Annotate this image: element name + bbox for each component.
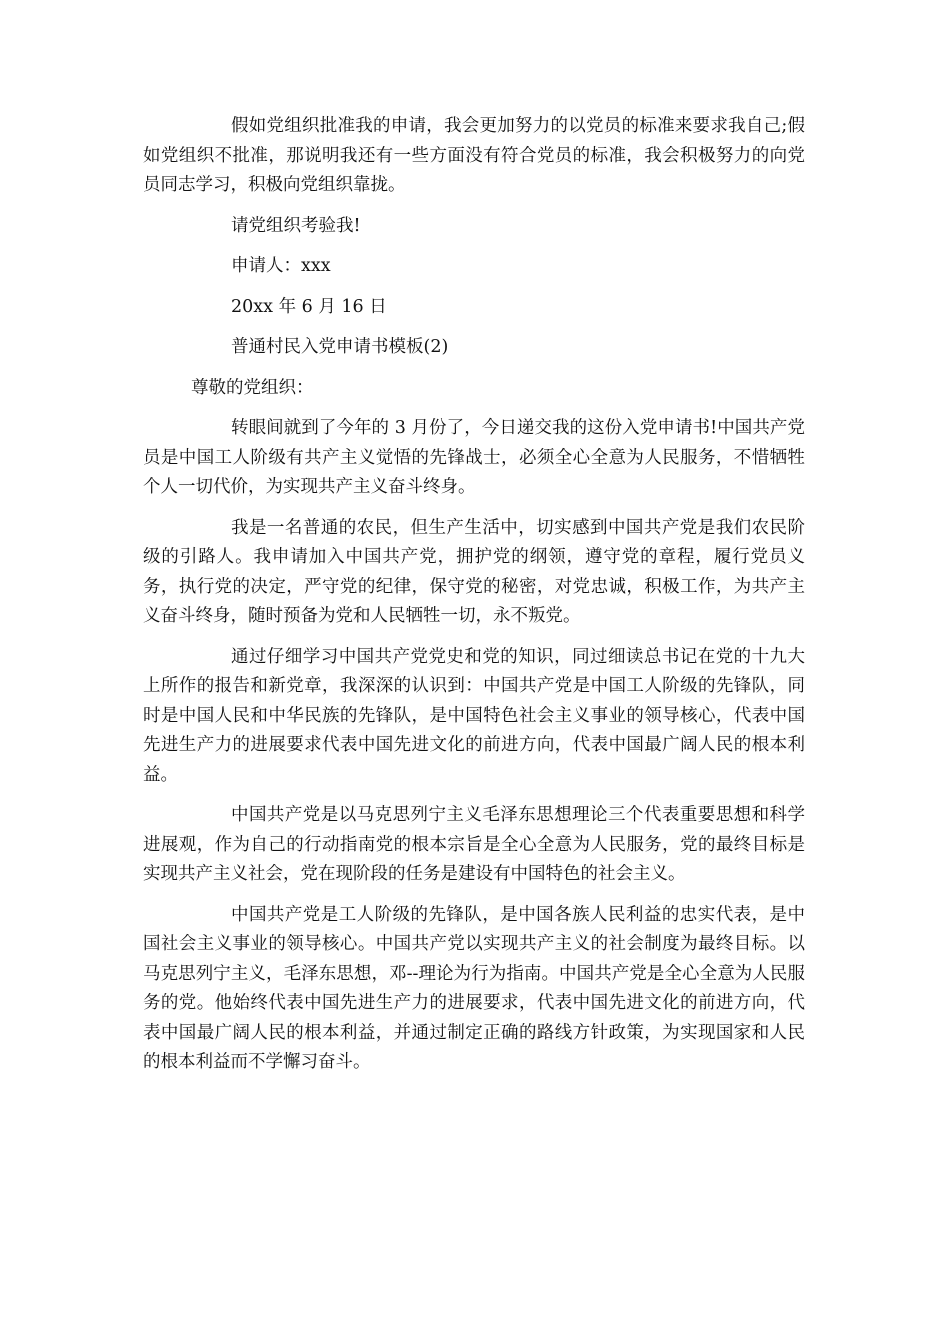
document-body [143, 112, 805, 1089]
paragraph-study: 通过仔细学习中国共产党党史和党的知识，同过细读总书记在党的十九大上所作的报告和新党章，我深深的认识到：中国共产党是中国工人阶级的先锋队，同时是中国人民和中华民族的先锋队，是中国特色社会主义事业的领导核心，代表中国先进生产力的进展要求代表中国先进文化的前进方向，代表中国最广阔人民的根本利益。 [143, 646, 805, 785]
paragraph-intro: 转眼间就到了今年的 3 月份了，今日递交我的这份入党申请书!中国共产党员是中国工人阶级有共产主义觉悟的先锋战士，必须全心全意为人民服务，不惜牺牲个人一切代价，为实现共产主义奋斗终身。 [143, 418, 805, 497]
date-line: 20xx 年 6 月 16 日 [231, 296, 387, 317]
paragraph-vanguard: 中国共产党是工人阶级的先锋队，是中国各族人民利益的忠实代表，是中国社会主义事业的领导核心。中国共产党以实现共产主义的社会制度为最终目标。以马克思列宁主义，毛泽东思想，邓--理论为行为指南。中国共产党是全心全意为人民服务的党。他始终代表中国先进生产力的进展要求，代表中国先进文化的前进方向，代表中国最广阔人民的根本利益，并通过制定正确的路线方针政策，为实现国家和人民的根本利益而不学懈习奋斗。 [143, 904, 805, 1072]
applicant-line [143, 252, 805, 282]
applicant-label: 申请人： [231, 256, 301, 276]
closing-line: 请党组织考验我! [231, 215, 361, 236]
salutation: 尊敬的党组织： [191, 377, 314, 398]
paragraph-commitment: 假如党组织批准我的申请，我会更加努力的以党员的标准来要求我自己;假如党组织不批准，那说明我还有一些方面没有符合党员的标准，我会积极努力的向党员同志学习，积极向党组织靠拢。 [143, 116, 805, 195]
applicant-name: xxx [301, 256, 331, 276]
section-title: 普通村民入党申请书模板(2) [231, 337, 449, 357]
paragraph-theory: 中国共产党是以马克思列宁主义毛泽东思想理论三个代表重要思想和科学进展观，作为自己的行动指南党的根本宗旨是全心全意为人民服务，党的最终目标是实现共产主义社会，党在现阶段的任务是建设有中国特色的社会主义。 [143, 805, 805, 884]
paragraph-farmer: 我是一名普通的农民，但生产生活中，切实感到中国共产党是我们农民阶级的引路人。我申请加入中国共产党，拥护党的纲领，遵守党的章程，履行党员义务，执行党的决定，严守党的纪律，保守党的秘密，对党忠诚，积极工作，为共产主义奋斗终身，随时预备为党和人民牺牲一切，永不叛党。 [143, 517, 805, 626]
